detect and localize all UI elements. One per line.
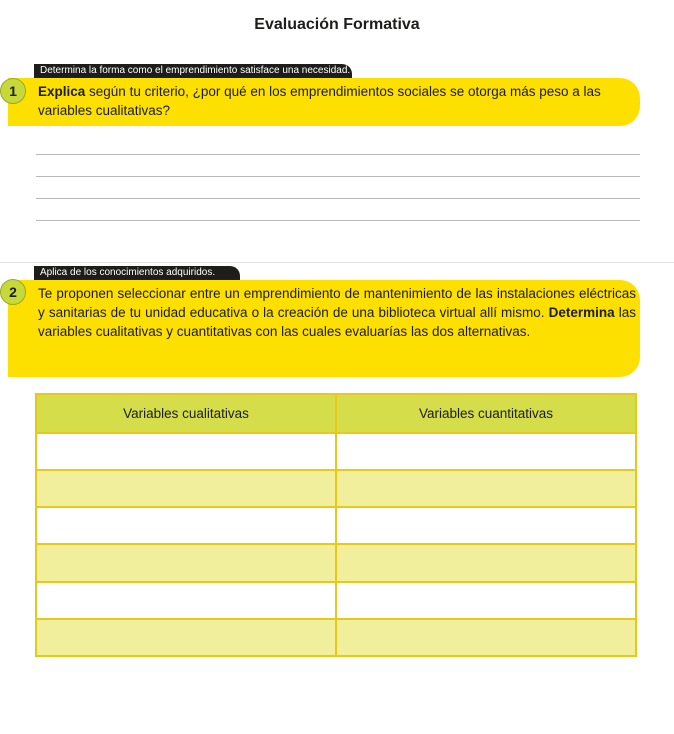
quantitative-cell[interactable] bbox=[336, 507, 636, 544]
qualitative-cell[interactable] bbox=[36, 582, 336, 619]
question-1-number-badge: 1 bbox=[0, 78, 26, 104]
table-row bbox=[36, 470, 636, 507]
question-2-body-start: Te proponen seleccionar entre un emprendimiento de mantenimiento de las instalaciones eléctricas y sanitarias de tu unidad educativa o la creación de una biblioteca virtual allí mismo. bbox=[38, 286, 636, 320]
table-row bbox=[36, 582, 636, 619]
page-title: Evaluación Formativa bbox=[254, 16, 420, 33]
answer-line-4[interactable] bbox=[36, 220, 640, 221]
question-2-body-end: las variables cualitativas y cuantitativas con las cuales evaluarías las dos alternativas. bbox=[38, 305, 636, 339]
quantitative-cell[interactable] bbox=[336, 582, 636, 619]
question-1-body: según tu criterio, ¿por qué en los emprendimientos sociales se otorga más peso a las variables cualitativas? bbox=[38, 84, 601, 118]
question-1-keyword: Explica bbox=[38, 84, 86, 99]
header-quantitative: Variables cuantitativas bbox=[336, 394, 636, 433]
table-row bbox=[36, 507, 636, 544]
qualitative-cell[interactable] bbox=[36, 433, 336, 470]
quantitative-cell[interactable] bbox=[336, 619, 636, 656]
answer-line-1[interactable] bbox=[36, 154, 640, 155]
quantitative-cell[interactable] bbox=[336, 433, 636, 470]
qualitative-cell[interactable] bbox=[36, 507, 336, 544]
qualitative-cell[interactable] bbox=[36, 470, 336, 507]
qualitative-cell[interactable] bbox=[36, 619, 336, 656]
qualitative-cell[interactable] bbox=[36, 544, 336, 581]
question-1-skill-tab: Determina la forma como el emprendimiento satisface una necesidad. bbox=[34, 64, 352, 78]
section-divider bbox=[0, 262, 674, 263]
answer-line-2[interactable] bbox=[36, 176, 640, 177]
table-row bbox=[36, 544, 636, 581]
quantitative-cell[interactable] bbox=[336, 544, 636, 581]
question-2-skill-tab: Aplica de los conocimientos adquiridos. bbox=[34, 266, 240, 280]
table-row bbox=[36, 619, 636, 656]
quantitative-cell[interactable] bbox=[336, 470, 636, 507]
header-qualitative: Variables cualitativas bbox=[36, 394, 336, 433]
variables-table bbox=[35, 393, 637, 657]
table-header-row bbox=[36, 394, 636, 433]
table-row bbox=[36, 433, 636, 470]
question-2-keyword: Determina bbox=[548, 305, 615, 320]
answer-line-3[interactable] bbox=[36, 198, 640, 199]
question-2-text bbox=[38, 284, 636, 341]
question-1-text bbox=[38, 82, 634, 120]
question-2-number-badge: 2 bbox=[0, 279, 26, 305]
